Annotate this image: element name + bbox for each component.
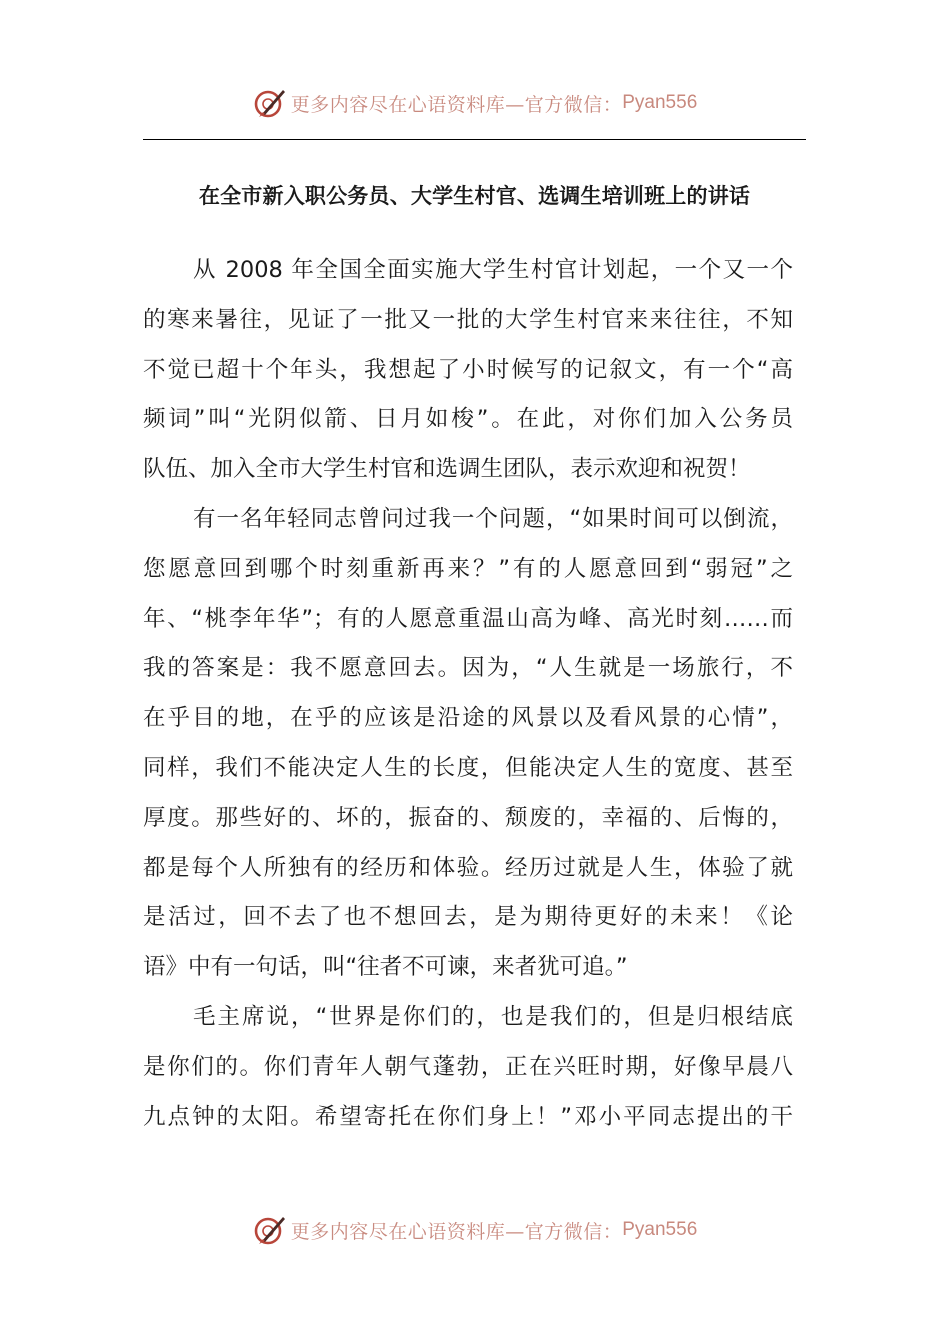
banner-text: 更多内容尽在心语资料库—官方微信： <box>290 93 623 116</box>
text-line: 的寒来暑往，见证了一批又一批的大学生村官来来往往，不知 <box>143 306 793 333</box>
banner-wechat-id: Pyan556 <box>622 1219 698 1240</box>
header-divider <box>143 139 806 140</box>
text-line: 年、“桃李年华”；有的人愿意重温山高为峰、高光时刻……而 <box>143 605 793 632</box>
text-line: 同样，我们不能决定人生的长度，但能决定人生的宽度、甚至 <box>143 754 793 781</box>
text-line: 从 2008 年全国全面实施大学生村官计划起，一个又一个 <box>193 257 793 283</box>
text-line: 是活过，回不去了也不想回去，是为期待更好的未来！《论 <box>143 904 793 931</box>
text-line: 有一名年轻同志曾问过我一个问题，“如果时间可以倒流， <box>193 505 793 532</box>
text-line: 不觉已超十个年头，我想起了小时候写的记叙文，有一个“高 <box>143 356 793 383</box>
text-line: 在乎目的地，在乎的应该是沿途的风景以及看风景的心情”， <box>143 705 793 732</box>
quill-logo-icon <box>253 86 287 120</box>
document-body <box>143 246 793 1142</box>
text-line: 厚度。那些好的、坏的，振奋的、颓废的，幸福的、后悔的， <box>143 804 793 831</box>
text-line: 都是每个人所独有的经历和体验。经历过就是人生，体验了就 <box>143 854 793 881</box>
text-line: 队伍、加入全市大学生村官和选调生团队，表示欢迎和祝贺！ <box>143 456 751 483</box>
quill-logo-icon <box>253 1213 287 1247</box>
text-line: 我的答案是：我不愿意回去。因为，“人生就是一场旅行，不 <box>143 655 793 682</box>
footer-banner <box>0 1210 950 1250</box>
text-line: 语》中有一句话，叫“往者不可谏，来者犹可追。” <box>143 954 628 981</box>
text-line: 是你们的。你们青年人朝气蓬勃，正在兴旺时期，好像早晨八 <box>143 1053 793 1080</box>
text-line: 您愿意回到哪个时刻重新再来？”有的人愿意回到“弱冠”之 <box>143 555 793 582</box>
banner-wechat-id: Pyan556 <box>622 92 698 113</box>
text-line: 频词”叫“光阴似箭、日月如梭”。在此，对你们加入公务员 <box>143 406 793 433</box>
text-line: 毛主席说，“世界是你们的，也是我们的，但是归根结底 <box>193 1003 793 1030</box>
header-banner <box>0 83 950 123</box>
banner-text: 更多内容尽在心语资料库—官方微信： <box>290 1220 623 1243</box>
document-title: 在全市新入职公务员、大学生村官、选调生培训班上的讲话 <box>198 184 751 208</box>
text-line: 九点钟的太阳。希望寄托在你们身上！”邓小平同志提出的干 <box>143 1103 793 1130</box>
